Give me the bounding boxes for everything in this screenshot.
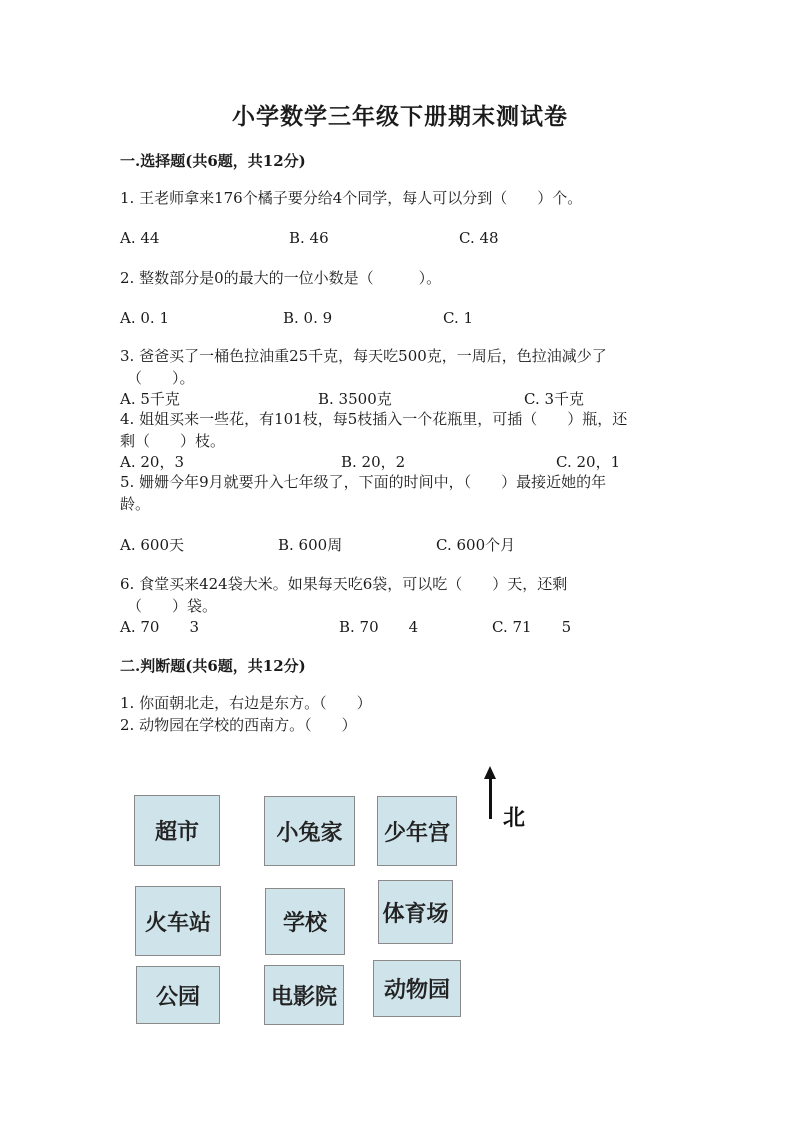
question-3-line2: （ ）。 <box>127 369 195 387</box>
map-place-park: 公园 <box>136 966 220 1024</box>
map-place-zoo: 动物园 <box>373 960 461 1017</box>
option-4b: B. 20，2 <box>341 453 406 471</box>
page-title: 小学数学三年级下册期末测试卷 <box>232 103 568 130</box>
option-3b: B. 3500克 <box>318 390 392 408</box>
option-5b: B. 600周 <box>278 536 343 554</box>
map-place-school: 学校 <box>265 888 345 955</box>
map-place-train-station: 火车站 <box>135 886 221 956</box>
north-label: 北 <box>503 806 526 831</box>
question-6-line2: （ ）袋。 <box>127 597 218 615</box>
question-2: 2. 整数部分是0的最大的一位小数是（ ）。 <box>120 269 442 287</box>
north-arrow-shaft <box>489 778 492 819</box>
judge-question-1: 1. 你面朝北走，右边是东方。（ ） <box>120 694 372 712</box>
option-1c: C. 48 <box>459 229 499 247</box>
map-place-cinema: 电影院 <box>264 965 344 1025</box>
question-1: 1. 王老师拿来176个橘子要分给4个同学，每人可以分到（ ）个。 <box>120 189 583 207</box>
question-4-line2: 剩（ ）枝。 <box>120 432 226 450</box>
option-3a: A. 5千克 <box>120 390 180 408</box>
option-4c: C. 20，1 <box>556 453 621 471</box>
judge-question-2: 2. 动物园在学校的西南方。（ ） <box>120 716 357 734</box>
map-place-stadium: 体育场 <box>378 880 453 944</box>
section-heading-judge: 二.判断题(共6题，共12分) <box>120 657 306 675</box>
map-place-rabbit-home: 小兔家 <box>264 796 355 866</box>
question-5-line2: 龄。 <box>120 495 151 513</box>
option-1a: A. 44 <box>120 229 160 247</box>
option-1b: B. 46 <box>289 229 329 247</box>
option-4a: A. 20，3 <box>120 453 184 471</box>
option-6c: C. 71 5 <box>492 618 572 636</box>
option-3c: C. 3千克 <box>524 390 585 408</box>
option-6b: B. 70 4 <box>339 618 419 636</box>
option-6a: A. 70 3 <box>120 618 199 636</box>
map-place-youth-palace: 少年宫 <box>377 796 457 866</box>
section-heading-choice: 一.选择题(共6题，共12分) <box>120 152 306 170</box>
question-3-line1: 3. 爸爸买了一桶色拉油重25千克，每天吃500克，一周后，色拉油减少了 <box>120 347 607 365</box>
question-4-line1: 4. 姐姐买来一些花，有101枝，每5枝插入一个花瓶里，可插（ ）瓶，还 <box>120 410 628 428</box>
question-6-line1: 6. 食堂买来424袋大米。如果每天吃6袋，可以吃（ ）天，还剩 <box>120 575 568 593</box>
question-5-line1: 5. 姗姗今年9月就要升入七年级了，下面的时间中，（ ）最接近她的年 <box>120 473 607 491</box>
option-2a: A. 0. 1 <box>120 309 169 327</box>
map-place-supermarket: 超市 <box>134 795 220 866</box>
option-2b: B. 0. 9 <box>283 309 333 327</box>
option-5c: C. 600个月 <box>436 536 516 554</box>
option-2c: C. 1 <box>443 309 474 327</box>
option-5a: A. 600天 <box>120 536 184 554</box>
